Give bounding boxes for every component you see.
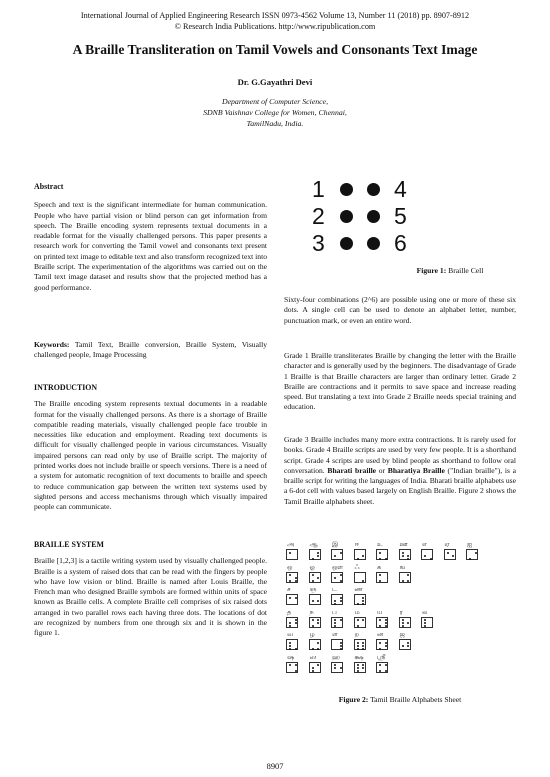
braille-dot-3	[340, 237, 353, 250]
braille-pattern-dot	[289, 625, 291, 627]
braille-pattern-cell	[354, 594, 366, 605]
braille-pattern-dot	[340, 580, 342, 582]
braille-pattern-dot	[362, 645, 364, 647]
tamil-letter-label: ற	[354, 630, 359, 638]
journal-header	[0, 10, 550, 32]
tamil-letter-label: ஜ	[399, 630, 405, 638]
braille-pattern-dot	[295, 664, 297, 666]
tamil-letter-label: ங	[399, 562, 406, 571]
page-number: 8907	[266, 762, 284, 771]
braille-pattern-dot	[312, 574, 314, 576]
braille-pattern-dot	[424, 555, 426, 557]
author-name: Dr. G.Gayathri Devi	[237, 77, 313, 87]
grade-1-2-paragraph: Grade 1 Braille transliterates Braille by changing the letter with the Braille character and is generally used by the beginners. The disadvantage of Grade 1 Braille is that Braille characters are larger than ordinary letter. Grade 2 Braille are contractions and it permits to save space and increase reading speed. But translating a text into Grade 2 Braille needs special training and education.	[284, 351, 516, 412]
braille-pattern-cell	[331, 572, 343, 583]
braille-pattern-dot	[362, 603, 364, 605]
braille-pattern-dot	[289, 664, 291, 666]
dot-number-6: 6	[394, 230, 407, 256]
abstract-text: Speech and text is the significant intermediate for human communication. People who have partial vision or blind person can get information from speech. The Braille encoding system represents textual documents in a readable format for the visually challenged persons. This paper presents a research work for converting the Tamil vowel and consonants text present on printed text image to editable text and also transform recognized text into Braille script. The experimentation of the algorithms was carried out on the Tamil text image dataset and results show that the projected method has a good performance.	[34, 200, 267, 292]
keywords-text: Tamil Text, Braille conversion, Braille System, Visually challenged people, Image Processing	[34, 340, 267, 360]
tamil-letter-label: த	[287, 607, 292, 616]
affiliation-line-1: Department of Computer Science,	[221, 97, 329, 106]
tamil-letter-label: ஃ	[354, 562, 360, 571]
braille-pattern-dot	[475, 552, 477, 554]
introduction-heading: INTRODUCTION	[34, 383, 98, 392]
braille-pattern-cell	[399, 617, 411, 628]
braille-pattern-dot	[317, 622, 319, 624]
braille-pattern-dot	[379, 558, 381, 560]
dot-number-5: 5	[394, 203, 407, 229]
braille-pattern-dot	[430, 558, 432, 560]
braille-pattern-dot	[340, 619, 342, 621]
braille-dot-5	[367, 210, 380, 223]
tamil-letter-label: ஷ	[287, 652, 295, 661]
dot-number-2: 2	[312, 203, 325, 229]
braille-pattern-dot	[385, 645, 387, 647]
braille-pattern-cell	[376, 617, 388, 628]
braille-pattern-cell	[331, 617, 343, 628]
tamil-letter-label: ஸ	[309, 652, 317, 661]
braille-pattern-cell	[421, 549, 433, 560]
braille-pattern-dot	[334, 600, 336, 602]
dot-number-4: 4	[394, 176, 407, 202]
braille-pattern-dot	[357, 670, 359, 672]
braille-pattern-dot	[340, 574, 342, 576]
braille-pattern-dot	[402, 625, 404, 627]
tamil-letter-label: எ	[422, 540, 428, 548]
braille-pattern-dot	[357, 558, 359, 560]
braille-pattern-dot	[407, 645, 409, 647]
braille-pattern-cell	[376, 549, 388, 560]
tamil-letter-label: க்ஷ	[354, 652, 364, 661]
braille-pattern-dot	[407, 555, 409, 557]
braille-pattern-cell	[354, 572, 366, 583]
braille-pattern-cell	[309, 594, 321, 605]
braille-pattern-dot	[289, 645, 291, 647]
braille-pattern-dot	[407, 574, 409, 576]
header-line-1: International Journal of Applied Engineering Research ISSN 0973-4562 Volume 13, Number 11 (2018) pp. 8907-8912	[80, 11, 470, 20]
tamil-letter-label: ய	[377, 607, 383, 616]
tamil-letter-label: அ	[287, 540, 295, 548]
figure-2-caption-text: Tamil Braille Alphabets Sheet	[370, 695, 462, 704]
braille-pattern-dot	[362, 667, 364, 669]
braille-pattern-dot	[385, 558, 387, 560]
braille-pattern-cell	[399, 549, 411, 560]
keywords-section	[34, 340, 267, 361]
braille-pattern-dot	[424, 625, 426, 627]
figure-2-caption-label: Figure 2:	[338, 695, 369, 704]
braille-pattern-dot	[379, 648, 381, 650]
tamil-letter-label: ஊ	[399, 540, 408, 548]
tamil-letter-label: ஞ	[309, 585, 317, 593]
header-line-2: © Research India Publications. http://www.ripublication.com	[174, 22, 376, 31]
braille-pattern-dot	[312, 670, 314, 672]
braille-pattern-dot	[340, 600, 342, 602]
braille-pattern-cell	[286, 594, 298, 605]
braille-pattern-cell	[376, 572, 388, 583]
braille-pattern-dot	[312, 625, 314, 627]
braille-pattern-dot	[407, 622, 409, 624]
abstract-section	[34, 182, 267, 297]
braille-pattern-dot	[289, 574, 291, 576]
braille-pattern-cell	[309, 617, 321, 628]
braille-pattern-dot	[340, 552, 342, 554]
tamil-letter-label: ழ	[309, 630, 315, 638]
braille-pattern-cell	[421, 617, 433, 628]
braille-cell-figure	[312, 178, 432, 258]
grade-3-4-paragraph	[284, 435, 516, 507]
abstract-heading: Abstract	[34, 182, 64, 191]
braille-pattern-cell	[331, 594, 343, 605]
braille-pattern-cell	[331, 549, 343, 560]
bharatiya-braille-term: Bharatiya Braille	[387, 465, 445, 475]
braille-pattern-cell	[376, 639, 388, 650]
braille-pattern-cell	[286, 639, 298, 650]
tamil-braille-alphabet-sheet	[284, 540, 490, 676]
braille-pattern-cell	[309, 662, 321, 673]
braille-pattern-dot	[379, 574, 381, 576]
braille-pattern-dot	[289, 552, 291, 554]
braille-pattern-dot	[340, 642, 342, 644]
braille-pattern-dot	[379, 670, 381, 672]
braille-pattern-dot	[379, 580, 381, 582]
braille-pattern-dot	[402, 552, 404, 554]
braille-pattern-cell	[444, 549, 456, 560]
braille-dot-1	[340, 183, 353, 196]
braille-pattern-dot	[334, 625, 336, 627]
braille-pattern-dot	[334, 603, 336, 605]
introduction-section	[34, 383, 267, 517]
grade-3-text-mid: or	[376, 465, 388, 475]
braille-pattern-cell	[354, 639, 366, 650]
braille-pattern-cell	[286, 572, 298, 583]
affiliation-line-3: TamilNadu, India.	[246, 119, 304, 128]
braille-pattern-dot	[357, 642, 359, 644]
braille-pattern-cell	[309, 572, 321, 583]
braille-pattern-dot	[362, 555, 364, 557]
braille-pattern-cell	[286, 662, 298, 673]
braille-pattern-dot	[317, 600, 319, 602]
braille-pattern-dot	[295, 670, 297, 672]
tamil-letter-label: ஔ	[332, 562, 344, 571]
braille-pattern-dot	[402, 645, 404, 647]
braille-pattern-dot	[385, 670, 387, 672]
tamil-letter-label: ஹ	[332, 652, 340, 661]
braille-pattern-dot	[362, 619, 364, 621]
braille-system-section	[34, 540, 267, 643]
tamil-letter-label: ன	[377, 630, 384, 638]
braille-pattern-cell	[466, 549, 478, 560]
braille-pattern-dot	[362, 580, 364, 582]
braille-pattern-dot	[317, 648, 319, 650]
braille-system-heading: BRAILLE SYSTEM	[34, 540, 104, 549]
braille-pattern-dot	[385, 625, 387, 627]
braille-pattern-dot	[312, 558, 314, 560]
braille-pattern-dot	[340, 667, 342, 669]
braille-pattern-dot	[334, 577, 336, 579]
braille-pattern-dot	[452, 555, 454, 557]
tamil-letter-label: ள	[332, 630, 338, 638]
braille-pattern-cell	[399, 639, 411, 650]
braille-pattern-dot	[312, 580, 314, 582]
tamil-letter-label: ஸ்ரீ	[377, 652, 386, 661]
braille-pattern-dot	[317, 642, 319, 644]
braille-pattern-dot	[357, 619, 359, 621]
braille-pattern-cell	[309, 639, 321, 650]
braille-pattern-dot	[289, 597, 291, 599]
braille-pattern-dot	[362, 600, 364, 602]
tamil-letter-label: ஓ	[309, 562, 315, 571]
braille-pattern-dot	[447, 552, 449, 554]
braille-pattern-dot	[340, 597, 342, 599]
tamil-letter-label: ச	[287, 585, 291, 593]
grade-3-text-post: ("Indian braille"), is a braille script for writing the languages of India. Bharati braille alphabets use a 6-dot cell with values based largely on English Braille. Figure 2 shows the Tamil Braille alphabets sheet.	[284, 465, 516, 506]
braille-pattern-dot	[385, 664, 387, 666]
braille-pattern-cell	[354, 549, 366, 560]
braille-pattern-dot	[362, 597, 364, 599]
keywords-label: Keywords:	[34, 340, 70, 349]
dot-number-1: 1	[312, 176, 325, 202]
tamil-letter-label: ண	[354, 585, 363, 593]
tamil-letter-label: ர	[399, 607, 403, 616]
paper-title: A Braille Transliteration on Tamil Vowels and Consonants Text Image	[72, 42, 478, 57]
figure-1-caption-text: Braille Cell	[448, 266, 484, 275]
braille-dot-2	[340, 210, 353, 223]
braille-pattern-cell	[399, 572, 411, 583]
tamil-letter-label: ஒ	[287, 562, 293, 571]
figure-1-caption-label: Figure 1:	[416, 266, 447, 275]
braille-pattern-dot	[334, 555, 336, 557]
tamil-letter-label: ட	[332, 585, 338, 593]
tamil-letter-label: ப	[332, 607, 337, 616]
tamil-letter-label: ஈ	[354, 540, 360, 548]
braille-pattern-dot	[295, 597, 297, 599]
tamil-letter-label: ம	[354, 607, 360, 616]
braille-pattern-dot	[469, 558, 471, 560]
braille-pattern-dot	[407, 558, 409, 560]
braille-pattern-dot	[379, 642, 381, 644]
braille-pattern-cell	[376, 662, 388, 673]
braille-pattern-dot	[407, 642, 409, 644]
tamil-letter-label: உ	[377, 540, 383, 548]
braille-pattern-cell	[286, 617, 298, 628]
braille-dot-6	[367, 237, 380, 250]
tamil-letter-label: ந	[309, 607, 314, 616]
braille-pattern-dot	[402, 580, 404, 582]
braille-pattern-dot	[317, 555, 319, 557]
braille-pattern-dot	[295, 648, 297, 650]
braille-system-text: Braille [1,2,3] is a tactile writing system used by visually challenged people. Braille is a system of raised dots that can be read with the fingers by people who have low vision or blind. Braille is named after Louis Braille, the French man who designed Braille symbols are formed within units of space known as Braille cells. A complete Braille cell comprises of six raised dots arranged in two parallel rows each having three dots. The locations of dot are recognized by numbers from one through six and it is shown in the figure 1.	[34, 556, 267, 638]
tamil-letter-label: இ	[332, 540, 339, 548]
braille-pattern-dot	[362, 648, 364, 650]
braille-pattern-dot	[379, 552, 381, 554]
affiliation	[0, 96, 550, 129]
braille-pattern-cell	[331, 662, 343, 673]
tamil-letter-label: க	[377, 562, 382, 571]
braille-pattern-cell	[354, 662, 366, 673]
braille-pattern-dot	[379, 619, 381, 621]
braille-pattern-cell	[354, 617, 366, 628]
combinations-paragraph: Sixty-four combinations (2^6) are possible using one or more of these six dots. A single cell can be used to denote an alphabet letter, number, punctuation mark, or even an entire word.	[284, 295, 516, 325]
braille-pattern-dot	[357, 625, 359, 627]
braille-pattern-dot	[385, 642, 387, 644]
braille-pattern-cell	[331, 639, 343, 650]
braille-pattern-dot	[312, 648, 314, 650]
braille-pattern-dot	[312, 600, 314, 602]
braille-pattern-dot	[379, 625, 381, 627]
braille-pattern-dot	[357, 645, 359, 647]
tamil-letter-label: ஆ	[309, 540, 318, 548]
braille-pattern-dot	[357, 648, 359, 650]
braille-pattern-dot	[317, 577, 319, 579]
braille-pattern-dot	[289, 648, 291, 650]
tamil-letter-label: ஏ	[444, 540, 450, 548]
braille-pattern-dot	[295, 622, 297, 624]
braille-pattern-dot	[289, 580, 291, 582]
figure-1-caption	[390, 266, 510, 275]
braille-pattern-dot	[402, 555, 404, 557]
braille-pattern-cell	[309, 549, 321, 560]
grade-3-text-pre: Grade 3 Braille includes many more extra contractions. It is rarely used for books. Grade 4 Braille scripts are used by very few people. It is a shorthand script. Grade 4 scripts are used by blind people as shorthand to follow oral conversation.	[284, 435, 516, 475]
braille-pattern-dot	[340, 648, 342, 650]
braille-pattern-dot	[317, 664, 319, 666]
braille-pattern-dot	[407, 580, 409, 582]
dot-number-3: 3	[312, 230, 325, 256]
affiliation-line-2: SDNB Vaishnav College for Women, Chennai,	[203, 108, 347, 117]
braille-dot-4	[367, 183, 380, 196]
braille-pattern-dot	[362, 642, 364, 644]
bharati-braille-term: Bharati braille	[327, 465, 377, 475]
braille-pattern-dot	[357, 603, 359, 605]
braille-pattern-cell	[286, 549, 298, 560]
braille-pattern-dot	[379, 664, 381, 666]
braille-pattern-dot	[317, 552, 319, 554]
braille-pattern-dot	[312, 619, 314, 621]
introduction-text: The Braille encoding system represents textual documents in a readable format for the visually challenged persons. As there is a shortage of Braille compatible reading materials, visually challenged people face trouble in necessities like education and employment. Reading text documents is difficult for visually challenged people in various circumstances. Visually impaired persons can read only by use of Braille script. The majority of printed works does not include braille or speech versions. There is a need of a system for automatic recognition of text documents to braille and speech to reduce communication gap between the written text systems used by sighted persons and access mechanisms through which visually impaired people can communicate.	[34, 399, 267, 512]
braille-pattern-dot	[340, 645, 342, 647]
figure-2-caption	[284, 695, 516, 704]
braille-pattern-dot	[334, 667, 336, 669]
tamil-letter-label: வ	[287, 630, 294, 638]
tamil-letter-label: ஐ	[467, 540, 473, 548]
tamil-letter-label: ல	[422, 607, 428, 616]
braille-pattern-dot	[289, 642, 291, 644]
braille-pattern-dot	[295, 580, 297, 582]
